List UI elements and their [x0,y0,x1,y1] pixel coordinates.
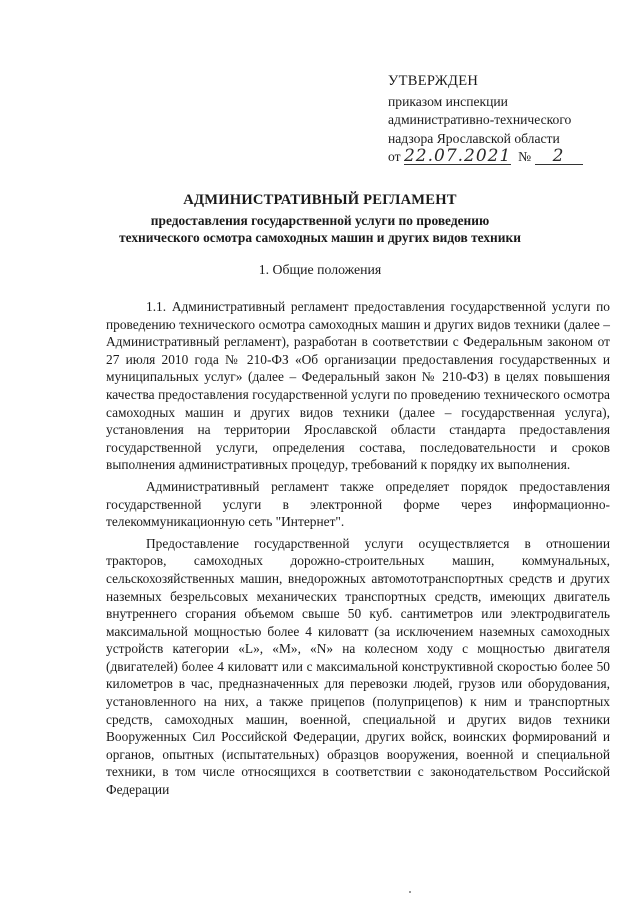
document-subtitle [0,212,640,246]
approval-date-line [388,148,628,167]
body-paragraph: Административный регламент также определяет порядок предоставления государственной услуги в электронной форме через информационно-телекоммуникационную сеть "Интернет". [106,478,610,530]
approval-line: надзора Ярославской области [388,130,560,146]
subtitle-line: технического осмотра самоходных машин и других видов техники [119,230,521,245]
body-paragraph: 1.1. Административный регламент предоставления государственной услуги по проведению технического осмотра самоходных машин и других видов техники (далее – Административный регламент), разработан в соответствии с Федеральным законом от 27 июля 2010 года № 210-ФЗ «Об организации предоставления государственных и муниципальных услуг» (далее – Федеральный закон № 210-ФЗ) в целях повышения качества предоставления государственной услуги по проведению технического осмотра самоходных машин и других видов техники (далее – государственная услуга), установления на территории Ярославской области стандарта предоставления государственной услуги, определения состава, последовательности и сроков выполнения административных процедур, требований к порядку их выполнения. [106,299,610,473]
handwritten-number: 2 [552,146,565,166]
subtitle-line: предоставления государственной услуги по проведению [150,213,490,228]
approval-line: административно-технического [388,112,572,127]
approval-stamp [388,72,628,167]
body-paragraph: Предоставление государственной услуги осуществляется в отношении тракторов, самоходных дорожно-строительных машин, коммунальных, сельскохозяйственных машин, внедорожных автомототранспортных средств и других наземных безрельсовых механических транспортных средств, имеющих двигатель внутреннего сгорания объемом свыше 50 куб. сантиметров или электродвигатель максимальной мощностью более 4 киловатт (за исключением наземных самоходных устройств категории «L», «M», «N» на колесном ходу с мощностью двигателя (двигателей) более 4 киловатт или с максимальной конструктивной скоростью более 50 километров в час, предназначенных для перевозки людей, грузов или оборудования, установленного на них, а также прицепов (полуприцепов) к ним и транспортных средств, самоходных машин, военной, специальной и других видов техники Вооруженных Сил Российской Федерации, других войск, воинских формирований и органов, опытных (испытательных) образцов вооружения, военной и специальной техники, в том числе относящихся в соответствии с законодательством Российской Федерации [106,535,610,798]
section-heading: 1. Общие положения [258,262,382,277]
approval-heading: УТВЕРЖДЕН [388,73,479,89]
approval-line: приказом инспекции [388,93,508,109]
date-prefix: от [388,149,401,164]
document-title: АДМИНИСТРАТИВНЫЙ РЕГЛАМЕНТ [183,192,457,208]
document-body [106,298,610,799]
handwritten-date: 22.07.2021 [403,146,512,166]
scan-speck [409,891,411,893]
number-prefix: № [518,149,532,164]
